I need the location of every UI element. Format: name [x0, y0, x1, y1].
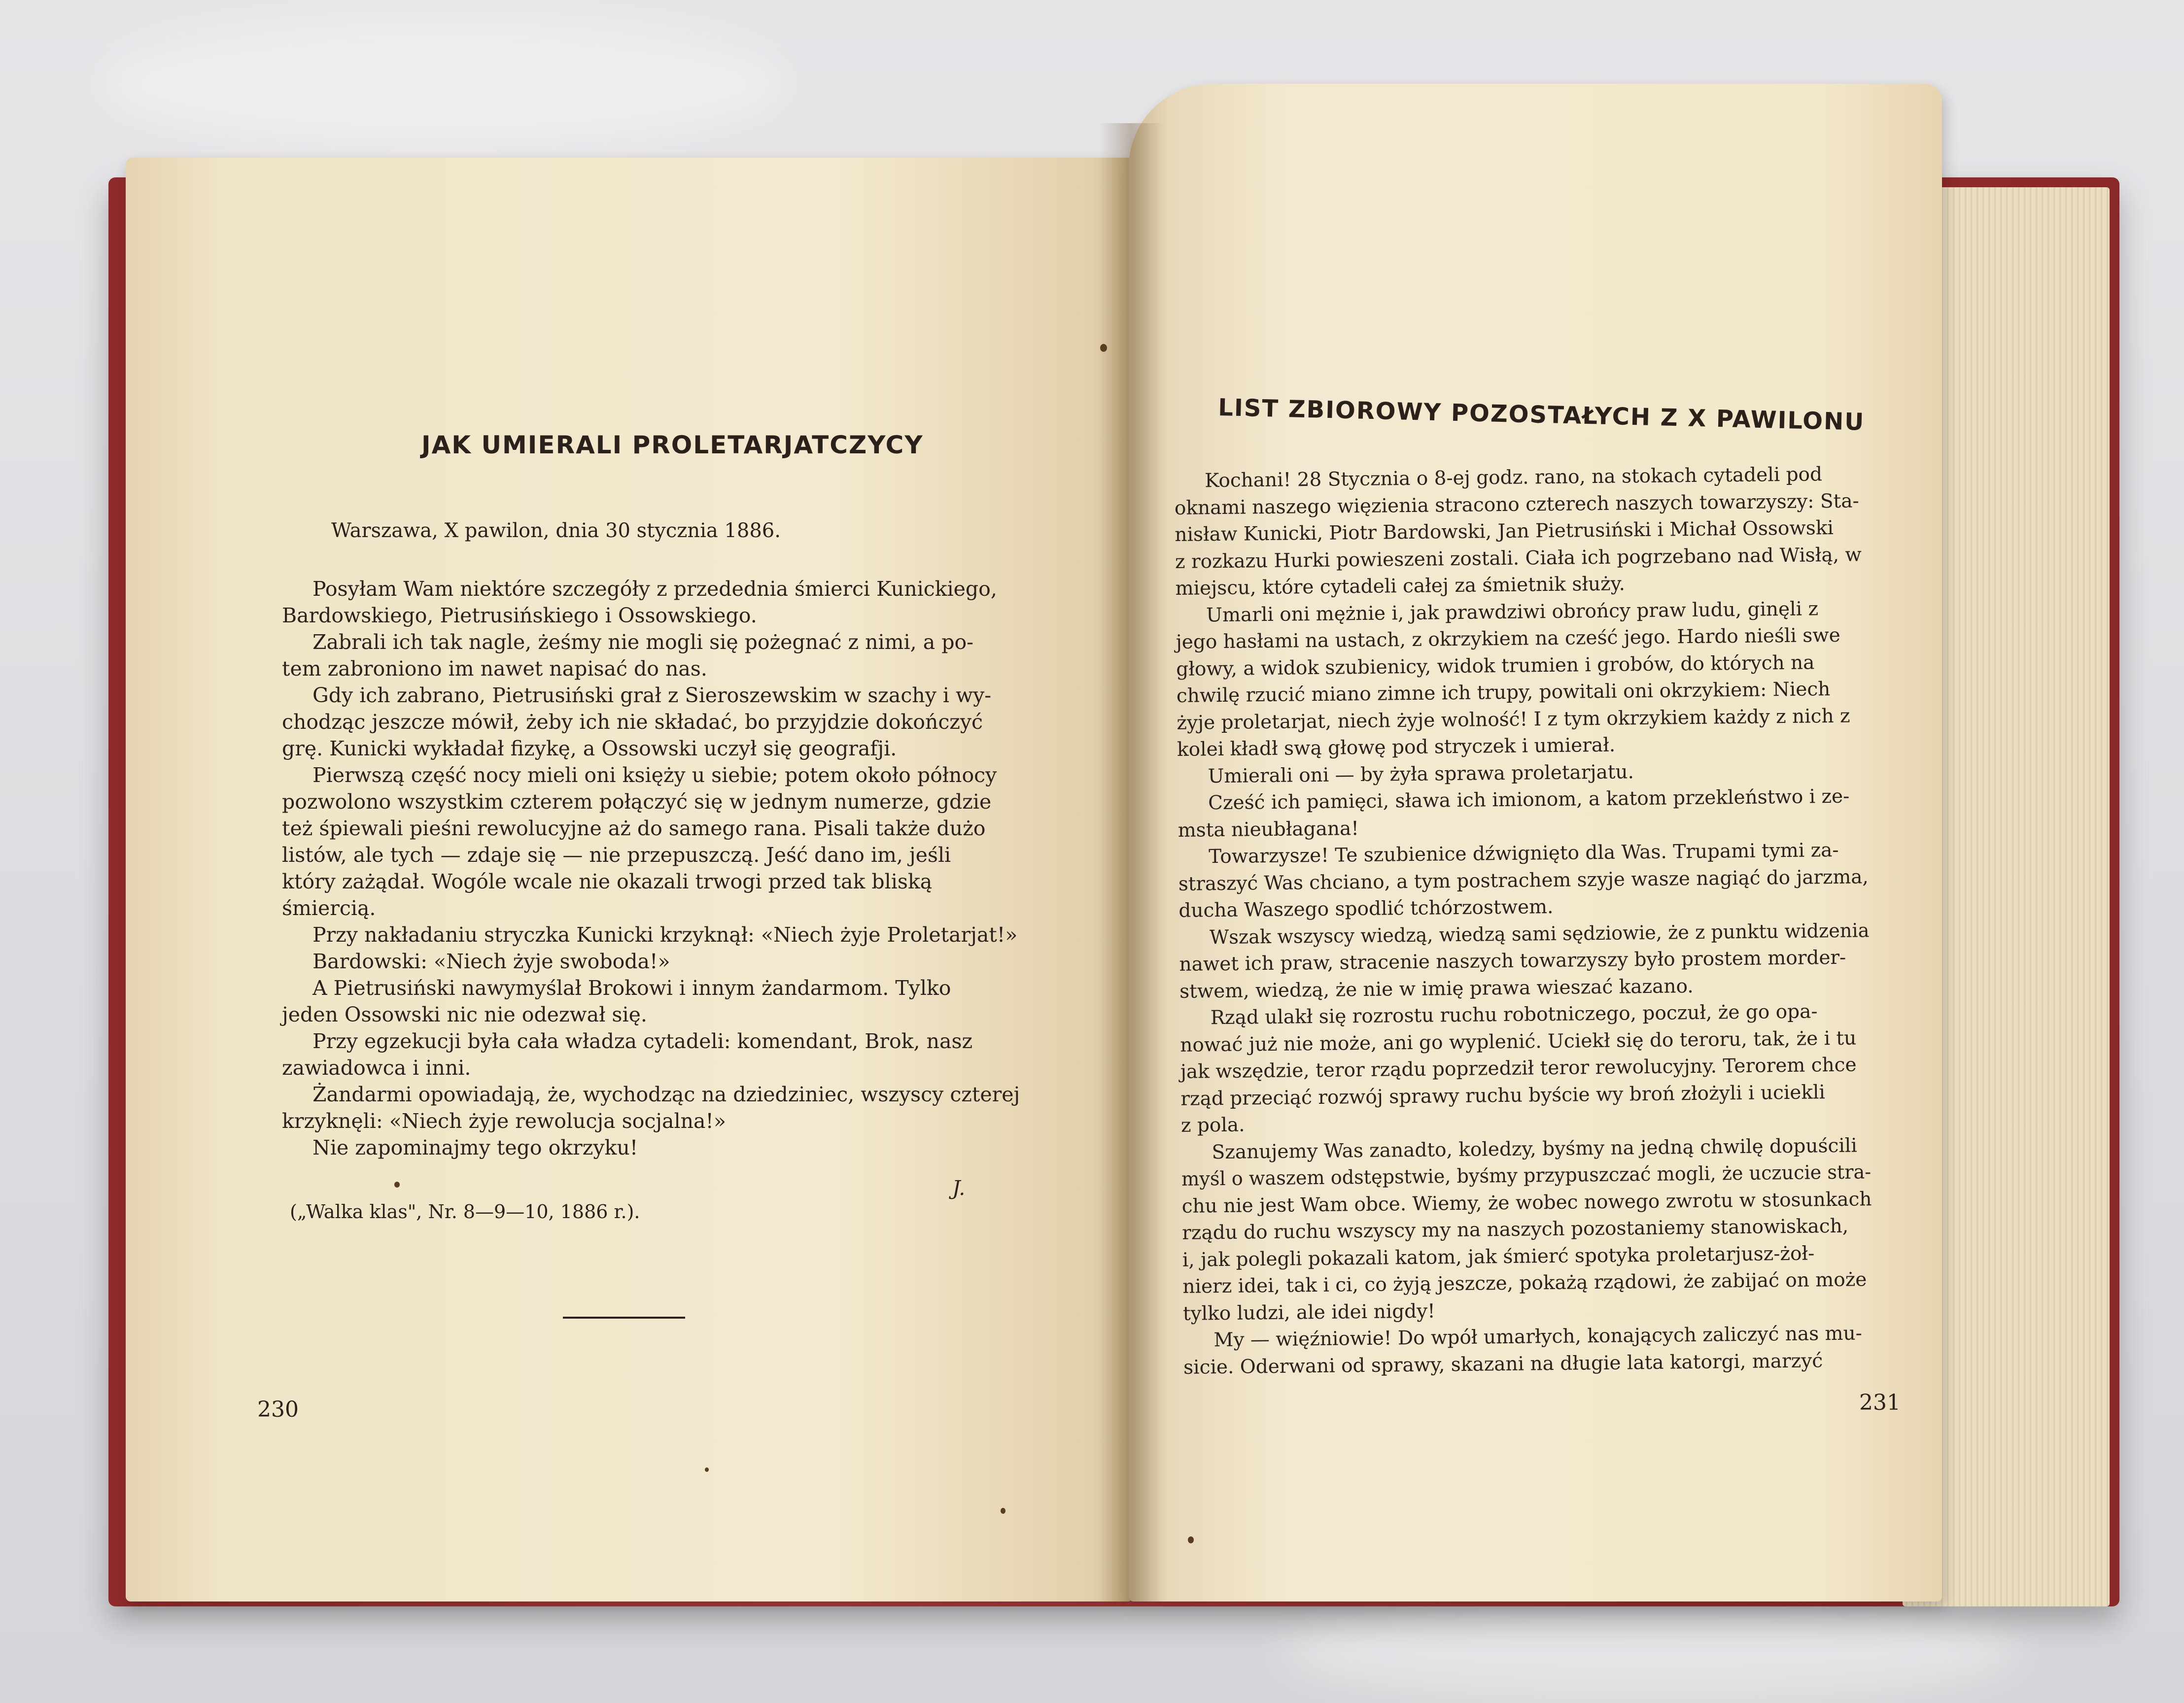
body-line: grę. Kunicki wykładał fizykę, a Ossowski uczył się geografji. [282, 737, 897, 760]
body-line: rządu do ruchu wszyscy my na naszych pozostaniemy stanowiskach, [1182, 1215, 1849, 1244]
body-line: zawiadowca i inni. [282, 1056, 471, 1080]
left-page-dateline: Warszawa, X pawilon, dnia 30 stycznia 1886. [331, 519, 781, 542]
body-line: Towarzysze! Te szubienice dźwignięto dla Was. Trupami tymi za- [1209, 839, 1839, 868]
foxing-spot [1188, 1536, 1194, 1543]
body-line: chodząc jeszcze mówił, żeby ich nie składać, bo przyjdzie dokończyć [282, 710, 983, 734]
body-line: straszyć Was chciano, a tym postrachem szyje wasze nagiąć do jarzma, [1178, 865, 1869, 895]
body-line: Kochani! 28 Stycznia o 8-ej godz. rano, na stokach cytadeli pod [1205, 463, 1823, 492]
body-line: rząd przeciąć rozwój sprawy ruchu byście wy broń złożyli i uciekli [1180, 1081, 1826, 1110]
left-page-rule [563, 1317, 685, 1319]
body-line: Posyłam Wam niektóre szczegóły z przedednia śmierci Kunickiego, [312, 577, 997, 601]
body-line: Umierali oni — by żyła sprawa proletarjatu. [1208, 760, 1634, 787]
body-line: Przy egzekucji była cała władza cytadeli: komendant, Brok, nasz [312, 1029, 973, 1053]
body-line: śmiercią. [282, 896, 376, 920]
body-line: krzyknęli: «Niech żyje rewolucja socjalna!» [282, 1109, 726, 1133]
body-line: listów, ale tych — zdaje się — nie przepuszczą. Jeść dano im, jeśli [282, 843, 951, 867]
body-line: jego hasłami na ustach, z okrzykiem na cześć jego. Hardo nieśli swe [1176, 624, 1840, 653]
left-page-source: („Walka klas", Nr. 8—9—10, 1886 r.). [290, 1201, 640, 1223]
body-line: nierz idei, tak i ci, co żyją jeszcze, pokażą rządowi, że zabijać on może [1182, 1268, 1867, 1298]
body-line: jak wszędzie, teror rządu poprzedził teror rewolucyjny. Terorem chce [1180, 1054, 1857, 1083]
left-page-number: 230 [257, 1397, 299, 1422]
left-page-signature: J. [952, 1176, 966, 1200]
book-gutter [1099, 123, 1163, 1601]
body-line: z rozkazu Hurki powieszeni zostali. Ciała ich pogrzebano nad Wisłą, w [1175, 543, 1862, 573]
body-line: kolei kładł swą głowę pod stryczek i umierał. [1177, 734, 1616, 761]
body-line: Przy nakładaniu stryczka Kunicki krzyknął: «Niech żyje Proletarjat!» [312, 923, 1018, 947]
body-line: My — więźniowie! Do wpół umarłych, konających zaliczyć nas mu- [1213, 1322, 1862, 1352]
body-line: ducha Waszego spodlić tchórzostwem. [1179, 895, 1554, 922]
body-line: chu nie jest Wam obce. Wiemy, że wobec nowego zwrotu w stosunkach [1181, 1188, 1872, 1218]
body-line: Gdy ich zabrano, Pietrusiński grał z Sieroszewskim w szachy i wy- [312, 683, 992, 707]
body-line: też śpiewali pieśni rewolucyjne aż do samego rana. Pisali także dużo [282, 817, 986, 840]
body-line: sicie. Oderwani od sprawy, skazani na długie lata katorgi, marzyć [1183, 1349, 1823, 1379]
body-line: Bardowskiego, Pietrusińskiego i Ossowskiego. [282, 604, 757, 627]
body-line: tylko ludzi, ale idei nigdy! [1182, 1300, 1436, 1325]
body-line: Żandarmi opowiadają, że, wychodząc na dziedziniec, wszyscy czterej [312, 1083, 1020, 1106]
body-line: Rząd ulakł się rozrostu ruchu robotniczego, poczuł, że go opa- [1210, 1000, 1818, 1029]
right-page-heading: LIST ZBIOROWY POZOSTAŁYCH Z X PAWILONU [1217, 394, 1865, 436]
body-line: Pierwszą część nocy mieli oni księży u siebie; potem około północy [312, 763, 997, 787]
foxing-spot [705, 1467, 709, 1472]
foxing-spot [394, 1182, 400, 1188]
body-line: nować już nie może, ani go wyplenić. Uciekł się do teroru, tak, że i tu [1180, 1027, 1857, 1056]
body-line: żyje proletarjat, niech żyje wolność! I z tym okrzykiem każdy z nich z [1177, 705, 1850, 734]
body-line: miejscu, które cytadeli całej za śmietnik służy. [1175, 573, 1626, 600]
foxing-spot [1001, 1508, 1005, 1514]
foxing-spot [1100, 344, 1107, 352]
body-line: który zażądał. Wogóle wcale nie okazali trwogi przed tak bliską [282, 870, 933, 893]
body-line: chwilę rzucić miano zimne ich trupy, powitali oni okrzykiem: Niech [1176, 678, 1831, 707]
body-line: oknami naszego więzienia stracono czterech naszych towarzyszy: Sta- [1174, 489, 1859, 519]
body-line: A Pietrusiński nawymyślał Brokowi i innym żandarmom. Tylko [312, 976, 951, 1000]
body-line: głowy, a widok szubienicy, widok trumien i grobów, do których na [1176, 651, 1815, 681]
body-line: nawet ich praw, stracenie naszych towarzyszy było prostem morder- [1179, 946, 1846, 976]
body-line: Cześć ich pamięci, sława ich imionom, a katom przekleństwo i ze- [1208, 785, 1850, 815]
body-line: Szanujemy Was zanadto, koledzy, byśmy na jedną chwilę dopuścili [1212, 1134, 1857, 1163]
body-line: myśl o waszem odstępstwie, byśmy przypuszczać mogli, że uczucie stra- [1181, 1161, 1872, 1191]
body-line: nisław Kunicki, Piotr Bardowski, Jan Pietrusiński i Michał Ossowski [1175, 516, 1834, 546]
cloth-fold [1282, 1601, 2021, 1700]
left-page-heading: JAK UMIERALI PROLETARJATCZYCY [421, 431, 924, 459]
body-line: Umarli oni mężnie i, jak prawdziwi obrońcy praw ludu, ginęli z [1206, 597, 1819, 626]
body-line: Zabrali ich tak nagle, żeśmy nie mogli się pożegnać z nimi, a po- [312, 630, 973, 654]
body-line: Nie zapominajmy tego okrzyku! [312, 1136, 638, 1159]
body-line: stwem, wiedzą, że nie w imię prawa wieszać kazano. [1179, 975, 1694, 1003]
body-line: jeden Ossowski nic nie odezwał się. [282, 1003, 647, 1026]
right-page-number: 231 [1859, 1390, 1901, 1415]
body-line: z pola. [1180, 1114, 1245, 1137]
cloth-fold [99, 20, 789, 148]
body-line: Bardowski: «Niech żyje swoboda!» [312, 950, 670, 973]
body-line: msta nieubłagana! [1178, 817, 1359, 842]
body-line: i, jak polegli pokazali katom, jak śmierć spotyka proletarjusz-żoł- [1182, 1242, 1815, 1271]
body-line: Wszak wszyscy wiedzą, wiedzą sami sędziowie, że z punktu widzenia [1209, 919, 1870, 949]
body-line: pozwolono wszystkim czterem połączyć się w jednym numerze, gdzie [282, 790, 992, 814]
body-line: tem zabroniono im nawet napisać do nas. [282, 657, 707, 681]
